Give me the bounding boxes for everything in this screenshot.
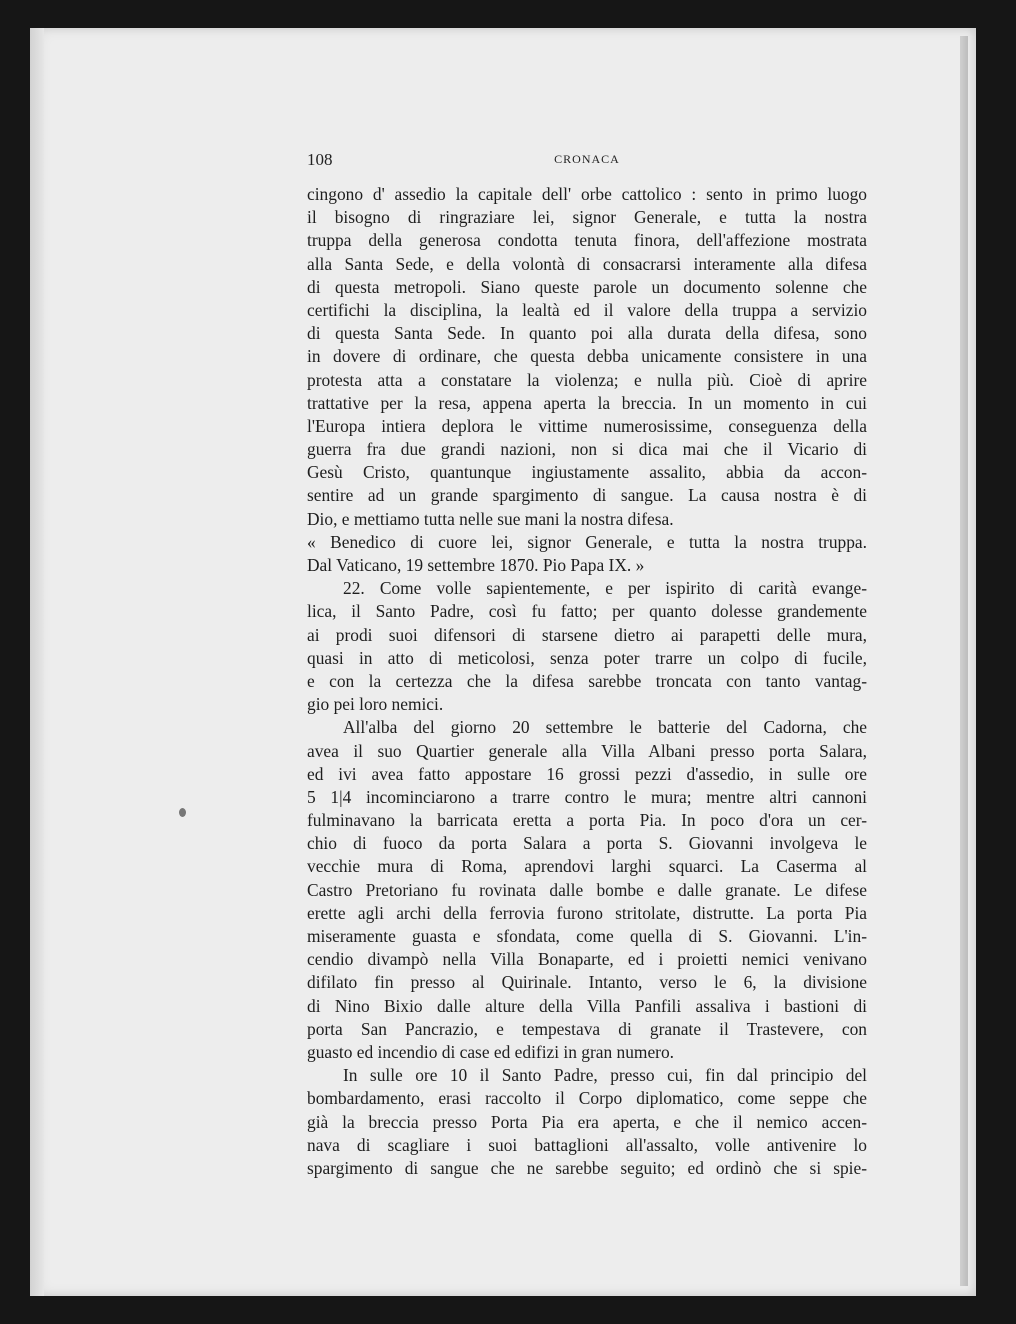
text-line: gio pei loro nemici. (307, 694, 444, 715)
text-line: Gesù Cristo, quantunque ingiustamente assalito, abbia da accon- (307, 462, 867, 483)
body-text (307, 183, 867, 1180)
text-line: fulminavano la barricata eretta a porta Pia. In poco d'ora un cer- (307, 810, 867, 831)
text-line: trattative per la resa, appena aperta la breccia. In un momento in cui (307, 392, 867, 413)
text-line: In sulle ore 10 il Santo Padre, presso cui, fin dal principio del (343, 1065, 867, 1086)
text-line: l'Europa intiera deplora le vittime numerosissime, conseguenza della (307, 415, 867, 436)
text-line: alla Santa Sede, e della volontà di consacrarsi interamente alla difesa (307, 253, 867, 274)
text-line: e con la certezza che la difesa sarebbe troncata con tanto vantag- (307, 670, 867, 691)
text-line: Dio, e mettiamo tutta nelle sue mani la nostra difesa. (307, 508, 674, 529)
text-line: guasto ed incendio di case ed edifizi in gran numero. (307, 1041, 675, 1062)
text-line: nava di scagliare i suoi battaglioni all'assalto, volle antivenire lo (307, 1134, 867, 1155)
text-line: vecchie mura di Roma, aprendovi larghi squarci. La Caserma al (307, 856, 867, 877)
text-line: avea il suo Quartier generale alla Villa Albani presso porta Salara, (307, 740, 867, 761)
text-line: Castro Pretoriano fu rovinata dalle bombe e dalle granate. Le difese (307, 879, 867, 900)
running-head: CRONACA (554, 152, 620, 166)
text-line: bombardamento, erasi raccolto il Corpo diplomatico, come seppe che (307, 1088, 867, 1109)
text-line: porta San Pancrazio, e tempestava di granate il Trastevere, con (307, 1018, 867, 1039)
text-line: il bisogno di ringraziare lei, signor Generale, e tutta la nostra (307, 207, 867, 228)
text-line: guerra fra due grandi nazioni, non si dica mai che il Vicario di (307, 439, 867, 460)
page-number: 108 (307, 150, 333, 169)
text-line: miseramente guasta e sfondata, come quella di S. Giovanni. L'in- (307, 926, 867, 946)
text-line: quasi in atto di meticolosi, senza poter trarre un colpo di fucile, (307, 647, 867, 668)
text-line: erette agli archi della ferrovia furono stritolate, distrutte. La porta Pia (307, 902, 867, 923)
text-line: ai prodi suoi difensori di starsene dietro ai parapetti delle mura, (307, 624, 867, 645)
page-edge (960, 36, 968, 1286)
text-line: 22. Come volle sapientemente, e per ispirito di carità evange- (343, 578, 867, 599)
text-line: All'alba del giorno 20 settembre le batterie del Cadorna, che (343, 717, 867, 738)
text-line: lica, il Santo Padre, così fu fatto; per quanto dolesse grandemente (307, 601, 867, 622)
text-line: ed ivi avea fatto appostare 16 grossi pezzi d'assedio, in sulle ore (307, 763, 867, 784)
text-line: di Nino Bixio dalle alture della Villa Panfili assaliva i bastioni di (307, 995, 867, 1016)
text-line: già la breccia presso Porta Pia era aperta, e che il nemico accen- (307, 1111, 867, 1132)
text-line: di questa metropoli. Siano queste parole un documento solenne che (307, 276, 867, 297)
text-line: cingono d' assedio la capitale dell' orbe cattolico : sento in primo luogo (307, 184, 867, 204)
text-line: truppa della generosa condotta tenuta finora, dell'affezione mostrata (307, 230, 867, 251)
text-line: protesta atta a constatare la violenza; e nulla più. Cioè di aprire (307, 369, 867, 390)
text-line: « Benedico di cuore lei, signor Generale, e tutta la nostra truppa. (307, 531, 867, 552)
text-line: 5 1|4 incominciarono a trarre contro le mura; mentre altri cannoni (307, 786, 867, 807)
text-line: sentire ad un grande spargimento di sangue. La causa nostra è di (307, 485, 867, 506)
text-line: Dal Vaticano, 19 settembre 1870. Pio Papa IX. » (307, 555, 645, 575)
ink-spot (179, 808, 186, 817)
page-gutter (30, 28, 44, 1296)
text-line: cendio divampò nella Villa Bonaparte, ed i proietti nemici venivano (307, 949, 867, 970)
page-header (307, 150, 867, 172)
text-line: difilato fin presso al Quirinale. Intanto, verso le 6, la divisione (307, 972, 867, 993)
text-line: di questa Santa Sede. In quanto poi alla durata della difesa, sono (307, 323, 867, 344)
text-line: chio di fuoco da porta Salara a porta S. Giovanni involgeva le (307, 833, 867, 854)
text-line: certifichi la disciplina, la lealtà ed il valore della truppa a servizio (307, 299, 867, 320)
text-line: spargimento di sangue che ne sarebbe seguito; ed ordinò che si spie- (307, 1157, 867, 1178)
text-line: in dovere di ordinare, che questa debba unicamente consistere in una (307, 346, 867, 367)
